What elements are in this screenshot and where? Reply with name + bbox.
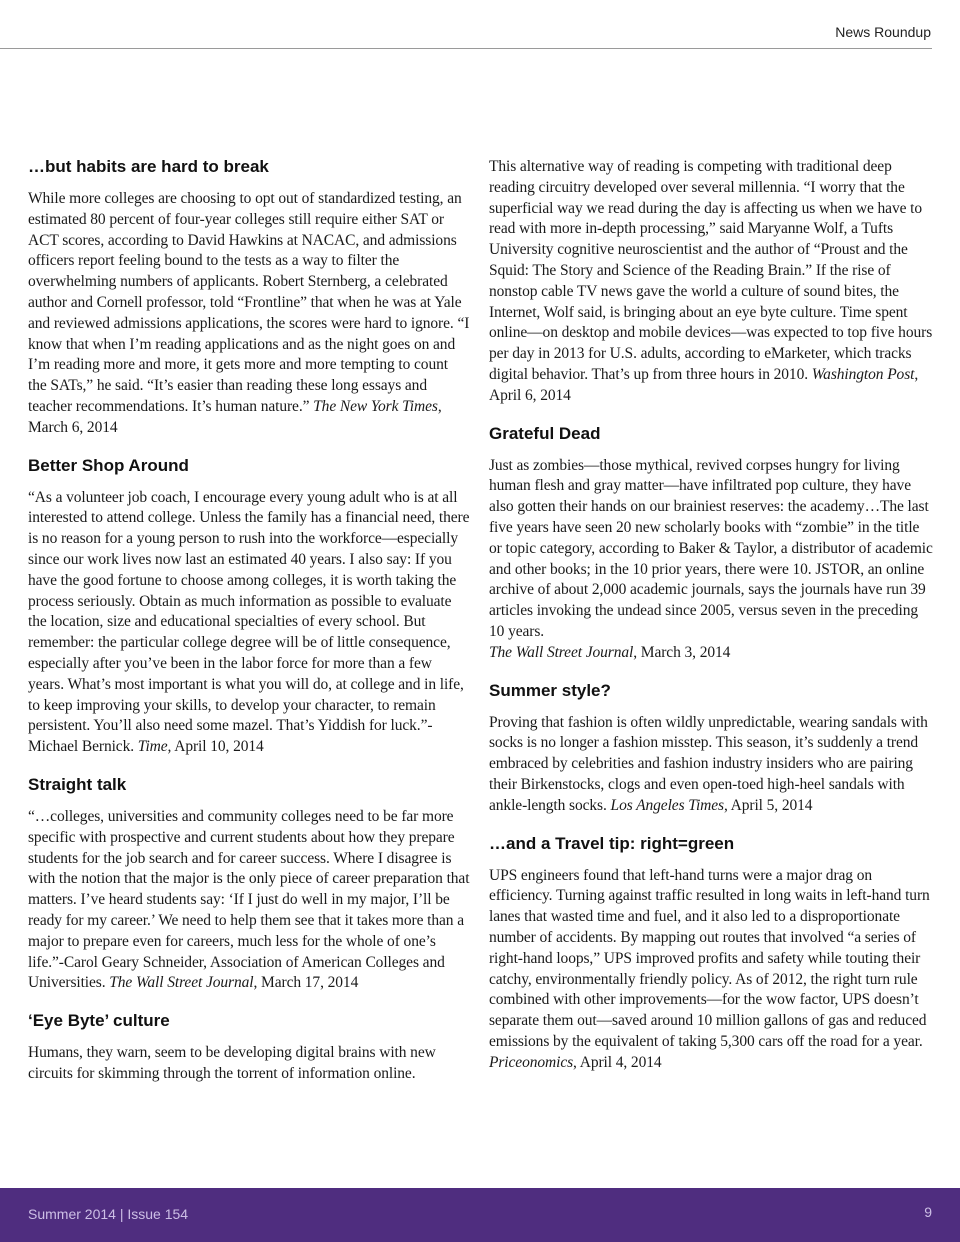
article-grateful-dead	[489, 424, 935, 664]
article-heading: ‘Eye Byte’ culture	[28, 1011, 170, 1031]
article-heading: Straight talk	[28, 774, 127, 794]
article-straight-talk	[28, 775, 470, 994]
article-date: , March 6, 2014	[28, 397, 442, 436]
article-summer-style	[489, 681, 935, 817]
article-source: The Wall Street Journal	[489, 643, 634, 661]
article-habits	[28, 157, 470, 439]
article-date: , April 6, 2014	[489, 365, 919, 404]
article-date: , March 3, 2014	[633, 643, 731, 661]
article-source: Washington Post	[811, 365, 915, 383]
article-source: Time,	[137, 738, 172, 756]
article-source: Los Angeles Times	[610, 796, 724, 814]
page-number: 9	[924, 1204, 932, 1220]
header-divider	[0, 48, 932, 49]
article-heading: Better Shop Around	[28, 455, 189, 475]
article-shop-around	[28, 456, 470, 758]
article-body: “…colleges, universities and community colleges need to be far more specific with prospective and current students about how they prepare students for the job search and for career success. Where I disagree is with the notion that the major is the only piece of career preparation that matters. I’ve heard students say: ‘If I just do well in my major, I’ll be ready for my career.’ We need to help them see that it takes more than a major to prepare even for careers, much less for the whole of one’s life.”-Carol Geary Schneider, Association of American Colleges and Universities. The Wall Street Journal, March 17, 2014	[28, 807, 470, 992]
article-heading: Summer style?	[489, 680, 611, 700]
article-body: Proving that fashion is often wildly unpredictable, wearing sandals with socks is no longer a fashion misstep. This season, it’s suddenly a trend embraced by celebrities and fashion industry insiders who are pairing their Birkenstocks, clogs and even open-toed high-heel sandals with ankle-length socks. Los Angeles Times, April 5, 2014	[489, 713, 928, 814]
footer-bar	[0, 1188, 960, 1242]
article-eye-byte-continued	[489, 157, 935, 407]
article-heading: Grateful Dead	[489, 423, 601, 443]
article-eye-byte	[28, 1011, 470, 1085]
article-heading: …but habits are hard to break	[28, 157, 269, 176]
left-column	[28, 157, 470, 1102]
article-date: , April 4, 2014	[573, 1053, 662, 1071]
article-heading: …and a Travel tip: right=green	[489, 833, 735, 853]
article-source: Priceonomics	[489, 1053, 574, 1071]
article-body: Humans, they warn, seem to be developing digital brains with new circuits for skimming through the torrent of information online.	[28, 1044, 436, 1082]
article-body: UPS engineers found that left-hand turns were a major drag on efficiency. Turning against traffic resulted in long waits in left-hand turn lanes that wasted time and fuel, and it also led to a disproportionate number of accidents. By mapping out routes that involved “a series of right-hand loops,” UPS improved profits and safety while touting their catchy, environmentally friendly policy. As of 2012, the right turn rule combined with other improvements—for the wow factor, UPS doesn’t separate them out—saved around 10 million gallons of gas and reduced emissions by the equivalent of taking 5,300 cars off the road for a year. Priceonomics, April 4, 2014	[489, 866, 930, 1071]
article-travel-tip	[489, 834, 935, 1074]
article-source: The New York Times	[313, 397, 438, 415]
section-label: News Roundup	[835, 24, 931, 40]
article-date: April 10, 2014	[171, 738, 264, 756]
article-body: This alternative way of reading is competing with traditional deep reading circuitry developed over several millennia. “I worry that the superficial way we read during the day is affecting us when we have to read with more in-depth processing,” said Maryanne Wolf, a Tufts University cognitive neuroscientist and the author of “Proust and the Squid: The Story and Science of the Reading Brain.” If the rise of nonstop cable TV news gave the world a culture of sound bites, the Internet, Wolf said, is bringing about an eye byte culture. Time spent online—on desktop and mobile devices—was expected to top five hours per day in 2013 for U.S. adults, according to eMarketer, which tracks digital behavior. That’s up from three hours in 2010. Washington Post, April 6, 2014	[489, 158, 933, 404]
right-column	[489, 157, 935, 1090]
article-date: , April 5, 2014	[723, 796, 813, 814]
article-source: The Wall Street Journal	[109, 974, 254, 992]
article-date: , March 17, 2014	[253, 974, 359, 992]
article-body: Just as zombies—those mythical, revived corpses hungry for living human flesh and gray matter—have infiltrated pop culture, they have also gotten their hands on our brainiest reserves: the academy…The last five years have seen 20 new scholarly books with “zombie” in the title or topic category, according to Baker & Taylor, a distributor of academic and other books; in the 10 prior years, there were 10. JSTOR, an online archive of about 2,000 academic journals, says the journals have run 39 articles invoking the undead since 2005, versus seven in the preceding 10 years. The Wall Street Journal, March 3, 2014	[489, 456, 933, 661]
article-body: While more colleges are choosing to opt out of standardized testing, an estimated 80 percent of four-year colleges still require either SAT or ACT scores, according to David Hawkins at NACAC, and admissions officers report feeling bound to the tests as a way to filter the overwhelming numbers of applicants. Robert Sternberg, a celebrated author and Cornell professor, told “Frontline” that when he was at Yale and reviewed admissions applications, the scores were hard to ignore. “I know that when I’m reading applications and as the night goes on and I’m reading more and more, it gets more and more tempting to count the SATs,” he said. “It’s easier than reading these long essays and teacher recommendations. It’s human nature.” The New York Times, March 6, 2014	[28, 190, 470, 436]
issue-label: Summer 2014 | Issue 154	[28, 1206, 189, 1222]
article-body: “As a volunteer job coach, I encourage every young adult who is at all interested to attend college. Unless the family has a financial need, there is no reason for a young person to rush into the workforce—especially since our work lives now last an estimated 40 years. I also say: If you have the good fortune to choose among colleges, it is worth taking the process seriously. Obtain as much information as possible to evaluate the location, size and educational specialties of every school. But remember: the particular college degree will be of little consequence, especially after you’ve been in the labor force for more than a few years. What’s most important is what you will do, at college and in life, to keep improving your skills, to develop your character, to remain persistent. You’ll also need some mazel. That’s Yiddish for luck.”-Michael Bernick. Time, April 10, 2014	[28, 488, 470, 756]
